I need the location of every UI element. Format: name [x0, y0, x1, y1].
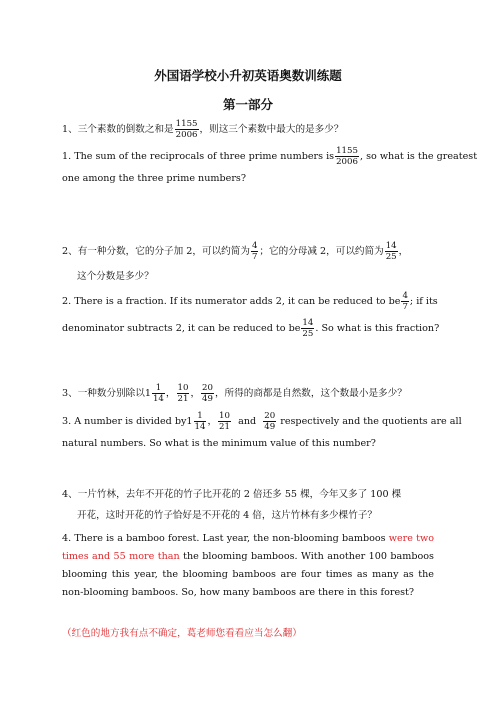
translator-note: （红色的地方我有点不确定，葛老师您看看应当怎么翻）	[62, 628, 302, 639]
question-1-cn	[62, 119, 434, 140]
question-2-cn: 2、有一种分数，它的分子加 2，可以约简为 $\frac{4}{7}$ ；它的分母减 2，可以约简为 $\frac{14}{25}$ ，	[62, 241, 409, 262]
question-3-en-line2: natural numbers. So what is the minimum value of this number?	[62, 438, 376, 449]
q2-en-fraction-14-25: $\frac{14}{25}$	[302, 318, 314, 339]
question-1-en-line2: one among the three prime numbers?	[62, 173, 246, 184]
q2-en-fraction-4-7: $\frac{4}{7}$	[402, 291, 408, 312]
q1-en-fraction: $\frac{1155}{2006}$	[336, 146, 358, 167]
question-4-cn: 4、一片竹林，去年不开花的竹子比开花的 2 倍还多 55 棵，今年又多了 100 棵	[62, 489, 402, 500]
uncertain-translation-highlight: were two times and 55 more than	[62, 533, 434, 562]
q1-cn-prefix: 1、三个素数的倒数之和是	[62, 124, 174, 135]
q3-en-fraction-2: $\frac{10}{21}$	[219, 411, 230, 432]
q3-fraction-1: $\frac{1}{14}$	[152, 383, 164, 404]
document-title: 外国语学校小升初英语奥数训练题	[154, 68, 342, 83]
q3-en-fraction-3: $\frac{20}{49}$	[264, 411, 276, 432]
question-3-cn: 3、一种数分别除以1 $\frac{1}{14}$ ， $\frac{10}{21}$ ， $\frac{20}{49}$ ，所得的商都是自然数，这个数最小是多少？	[62, 383, 407, 404]
q1-cn-suffix: ，则这三个素数中最大的是多少？	[199, 124, 344, 135]
question-4-en: 4. There is a bamboo forest. Last year, the non-blooming bamboos were two times and 55 more than the blooming bamboos. With another 100 bamboos blooming this year, the blooming bamboos are four times as many as the non-blooming bamboos. So, how many bamboos are there in this forest?	[62, 533, 434, 598]
q1-en-suffix: , so what is the greatest	[359, 151, 478, 162]
q1-fraction: $\frac{1155}{2006}$	[175, 119, 198, 140]
q2-fraction-14-25: $\frac{14}{25}$	[385, 241, 397, 262]
q3-en-fraction-1: $\frac{1}{14}$	[194, 411, 206, 432]
q3-fraction-3: $\frac{20}{49}$	[202, 383, 213, 404]
q3-fraction-2: $\frac{10}{21}$	[177, 383, 189, 404]
question-4-cn-line2: 开花，这时开花的竹子恰好是不开花的 4 倍，这片竹林有多少棵竹子？	[77, 510, 378, 521]
q1-en-prefix: 1. The sum of the reciprocals of three prime numbers is	[62, 151, 335, 162]
question-1-en	[62, 146, 478, 167]
q2-fraction-4-7: $\frac{4}{7}$	[251, 241, 258, 262]
question-3-en: 3. A number is divided by1 $\frac{1}{14}$ ， $\frac{10}{21}$ and $\frac{20}{49}$ respectively and the quotients are all	[62, 411, 462, 432]
question-2-cn-line2: 这个分数是多少？	[77, 271, 154, 282]
question-2-en: 2. There is a fraction. If its numerator adds 2, it can be reduced to be $\frac{4}{7}$ ; if its	[62, 291, 438, 312]
section-heading: 第一部分	[222, 97, 273, 112]
question-2-en-line2: denominator subtracts 2, it can be reduced to be $\frac{14}{25}$ . So what is this fraction?	[62, 318, 440, 339]
